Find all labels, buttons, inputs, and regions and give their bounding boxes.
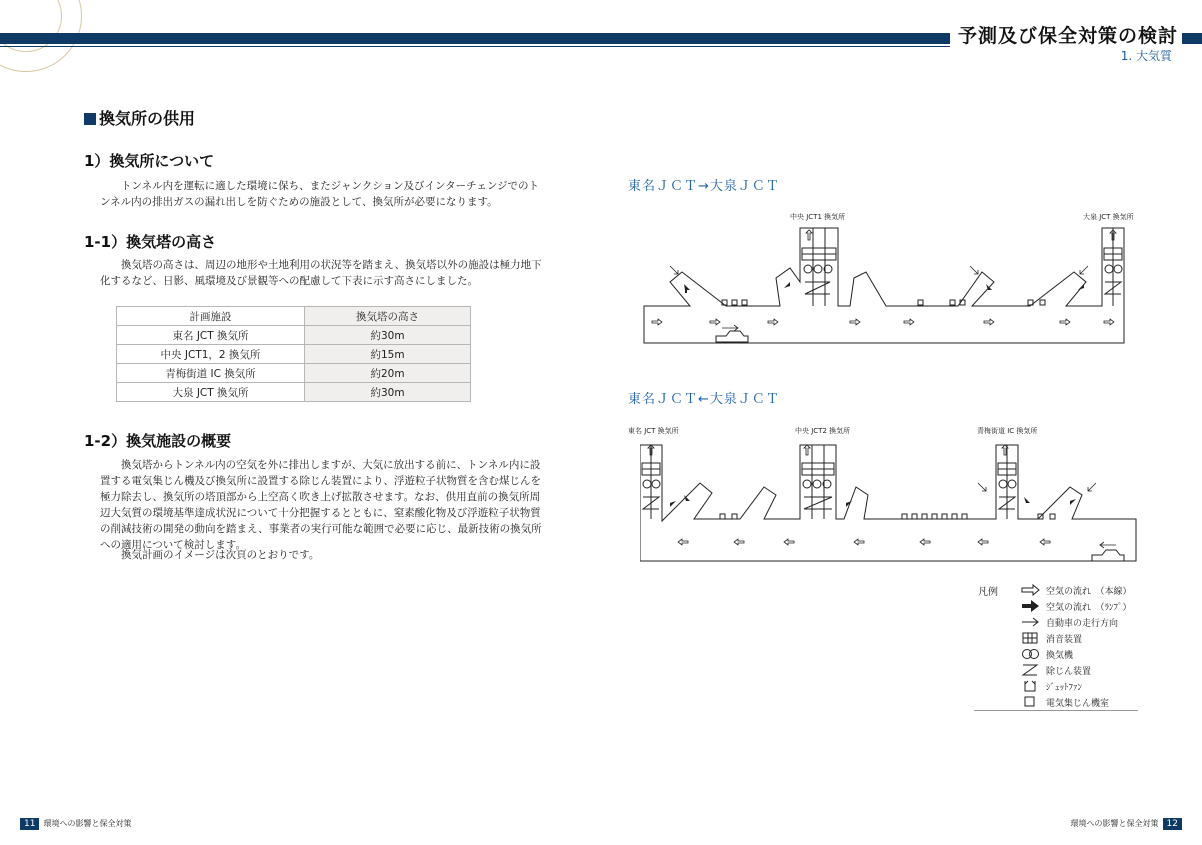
footer-left	[20, 818, 131, 830]
diagram1-label: 大泉 JCT 換気所	[1083, 213, 1134, 221]
table-cell: 約15m	[305, 345, 471, 364]
page-number-right: 12	[1163, 818, 1182, 830]
table-row	[117, 364, 471, 383]
table-row	[117, 326, 471, 345]
paragraph-s12: 換気塔からトンネル内の空気を外に排出しますが、大気に放出する前に、トンネル内に設置する電気集じん機及び換気所に設置する除じん装置により、浮遊粒子状物質を含む煤じんを極力除去し、換気所の塔頂部から上空高く吹き上げ拡散させます。なお、供用直前の換気所周辺大気質の環境基準達成状況について十分把握するとともに、窒素酸化物及び浮遊粒子状物質の削減技術の開発の動向を踏まえ、事業者の実行可能な範囲で必要に応じ、最新技術の換気所への適用について検討します。	[100, 459, 542, 551]
legend-label: ｼﾞｪｯﾄﾌｧﾝ	[1046, 683, 1083, 693]
table-cell: 約20m	[305, 364, 471, 383]
legend-label: 自動車の走行方向	[1046, 619, 1119, 629]
table-row	[117, 383, 471, 402]
solid-arrow-icon	[1020, 600, 1042, 612]
footer-right-text: 環境への影響と保全対策	[1070, 819, 1159, 828]
footer-left-text: 環境への影響と保全対策	[43, 819, 132, 828]
heading-s1: 1）換気所について	[84, 152, 215, 170]
table-cell: 約30m	[305, 326, 471, 345]
paragraph-s1: トンネル内を運転に適した環境に保ち、またジャンクション及びインターチェンジでのトンネル内の排出ガスの漏れ出しを防ぐための施設として、換気所が必要になります。	[100, 180, 540, 208]
section-marker-icon	[84, 113, 96, 125]
ventilation-diagram-2	[640, 433, 1142, 568]
paragraph-s12-note: 換気計画のイメージは次頁のとおりです。	[121, 549, 320, 561]
legend-label: 換気機	[1046, 651, 1074, 661]
section-title	[84, 106, 195, 129]
table-header-cell: 換気塔の高さ	[305, 307, 471, 326]
zigzag-icon	[1020, 664, 1042, 676]
diagram2-label: 青梅街道 IC 換気所	[977, 427, 1038, 435]
legend-label: 除じん装置	[1046, 667, 1092, 677]
footer-right	[1071, 818, 1182, 830]
legend-label: 消音装置	[1046, 635, 1083, 645]
page-number-left: 11	[20, 818, 39, 830]
legend-label: 空気の流れ （本線）	[1046, 587, 1132, 597]
jet-fan-icon	[1020, 680, 1042, 692]
legend-label: 電気集じん機室	[1046, 699, 1110, 709]
table-cell: 中央 JCT1，2 換気所	[117, 345, 305, 364]
double-circle-icon	[1020, 648, 1042, 660]
section-title-text: 換気所の供用	[99, 109, 196, 128]
table-cell: 東名 JCT 換気所	[117, 326, 305, 345]
diagram1-label: 中央 JCT1 換気所	[790, 213, 846, 221]
diagram2-title: 東名ＪＣＴ←大泉ＪＣＴ	[628, 392, 780, 407]
line-arrow-icon	[1020, 616, 1042, 628]
table-cell: 約30m	[305, 383, 471, 402]
diagram1-title: 東名ＪＣＴ→大泉ＪＣＴ	[628, 179, 780, 194]
page-subtitle: 1. 大気質	[1120, 49, 1172, 63]
diagram2-label: 東名 JCT 換気所	[628, 427, 679, 435]
table-cell: 青梅街道 IC 換気所	[117, 364, 305, 383]
ventilation-diagram-1	[640, 218, 1142, 348]
heading-s12: 1-2）換気施設の概要	[84, 432, 232, 450]
square-icon	[1020, 696, 1042, 708]
table-header-cell: 計画施設	[117, 307, 305, 326]
header-rule	[0, 46, 955, 47]
diagram2-label: 中央 JCT2 換気所	[795, 427, 851, 435]
legend-title: 凡例	[978, 587, 998, 598]
tower-height-table	[116, 306, 471, 402]
heading-s11: 1-1）換気塔の高さ	[84, 233, 217, 251]
table-header-row	[117, 307, 471, 326]
table-row	[117, 345, 471, 364]
table-cell: 大泉 JCT 換気所	[117, 383, 305, 402]
page-title: 予測及び保全対策の検討	[950, 21, 1182, 48]
grid-icon	[1020, 632, 1042, 644]
paragraph-s11: 換気塔の高さは、周辺の地形や土地利用の状況等を踏まえ、換気塔以外の施設は極力地下化するなど、日影、風環境及び景観等への配慮して下表に示す高さにしました。	[100, 259, 542, 287]
legend-label: 空気の流れ （ﾗﾝﾌﾟ）	[1046, 603, 1132, 613]
legend	[974, 580, 1138, 711]
hollow-arrow-icon	[1020, 584, 1042, 596]
